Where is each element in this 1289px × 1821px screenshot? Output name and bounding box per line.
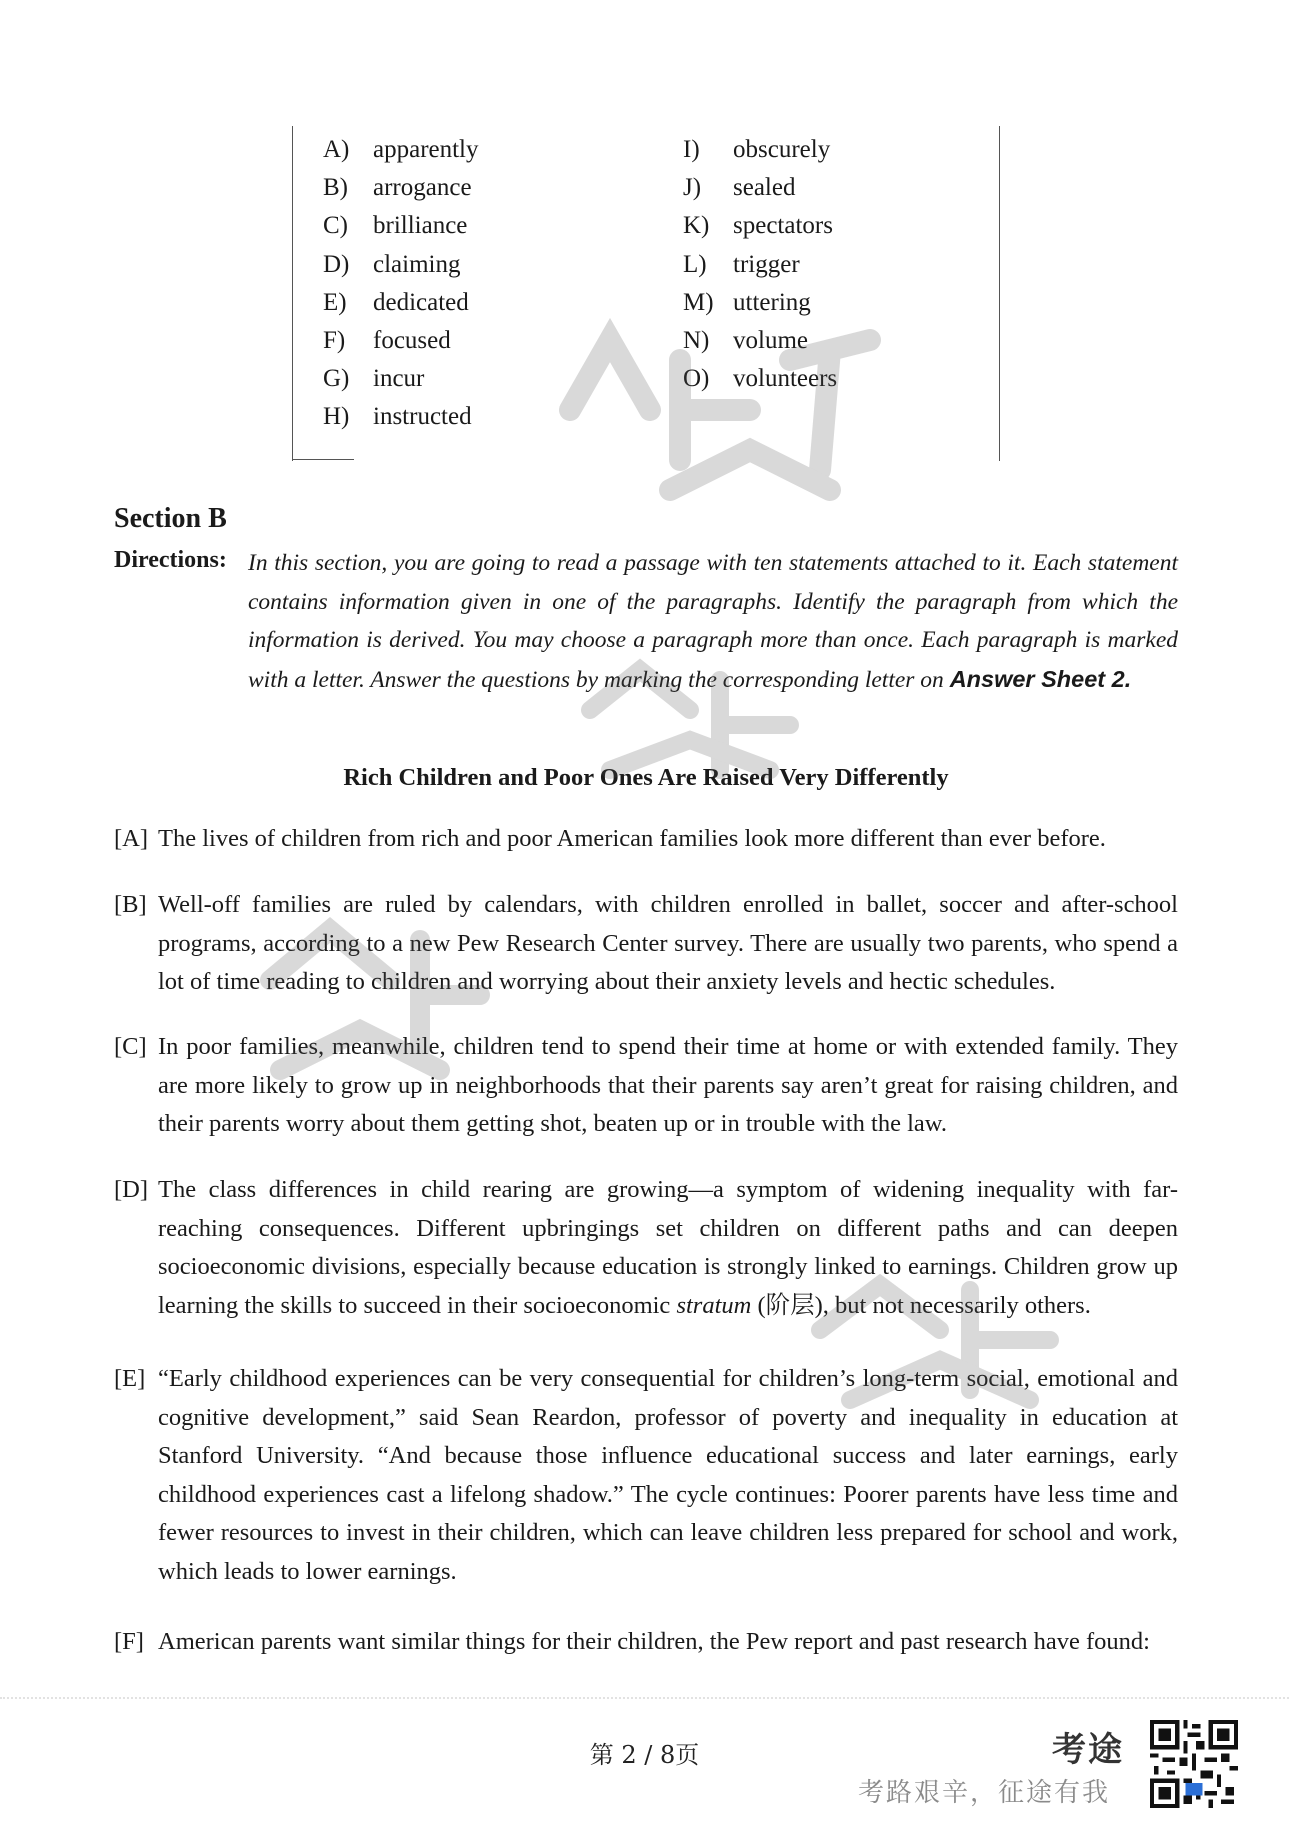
paragraph-a — [114, 820, 1178, 859]
italic-term: stratum — [676, 1291, 752, 1319]
paragraph-text: Well-off families are ruled by calendars, with children enrolled in ballet, soccer and after-school programs, according to a new Pew Research Center survey. There are usually two parents, who spend a lot of time reading to children and worrying about their anxiety levels and hectic schedules. — [158, 891, 1178, 995]
section-title: Section B — [114, 503, 227, 534]
word-bank-item: F) focused — [323, 326, 451, 354]
footer-divider — [0, 1697, 1289, 1699]
page-number: 第 2 / 8页 — [589, 1741, 700, 1769]
paragraph-label: [B] — [114, 891, 147, 918]
word-bank-item: O) volunteers — [683, 365, 838, 393]
word-bank-item: D) claiming — [323, 250, 461, 278]
watermark-logo — [550, 300, 970, 520]
paragraph-text: The lives of children from rich and poor American families look more different than ever before. — [158, 825, 1106, 852]
word-bank-left-column — [323, 136, 479, 442]
word-bank-item: I) obscurely — [683, 136, 831, 163]
word-bank-item: E) dedicated — [323, 288, 469, 316]
word-bank-corner-line — [292, 459, 354, 460]
paragraph-f — [114, 1623, 1178, 1662]
paragraph-text: American parents want similar things for their children, the Pew report and past research have found: — [158, 1628, 1150, 1655]
word-bank-item: M) uttering — [683, 288, 811, 316]
word-bank-item: K) spectators — [683, 212, 833, 240]
watermark-logo — [800, 1260, 1100, 1420]
watermark-logo — [570, 650, 830, 790]
answer-sheet-ref: Answer Sheet 2. — [949, 665, 1132, 692]
directions-text: In this section, you are going to read a passage with ten statements attached to it. Each statement contains information given in one of the paragraphs. Identify the paragraph from which the information is derived. You may choose a paragraph more than once. Each paragraph is marked with a letter. Answer the questions by marking the corresponding letter on Answer Sheet 2. — [248, 550, 1178, 693]
paragraph-label: [D] — [114, 1176, 149, 1203]
paragraph-text: In poor families, meanwhile, children tend to spend their time at home or with extended family. They are more likely to grow up in neighborhoods that their parents say aren’t great for raising children, and their parents worry about them getting shot, beaten up or in trouble with the law. — [158, 1033, 1178, 1137]
paragraph-label: [E] — [114, 1365, 146, 1392]
qr-code-icon — [1150, 1720, 1238, 1808]
word-bank-item: L) trigger — [683, 250, 800, 278]
word-bank-item: B) arrogance — [323, 174, 472, 202]
word-bank-item: N) volume — [683, 326, 808, 354]
word-bank-item: J) sealed — [683, 174, 796, 202]
paragraph-text: The class differences in child rearing are growing—a symptom of widening inequality with far-reaching consequences. Different upbringings set children on different paths and can deepen socioeconomic divisions, especially because education is strongly linked to earnings. Children grow up learning the skills to succeed in their socioeconomic stratum (阶层), but not necessarily others. — [158, 1176, 1178, 1319]
brand-logo-text: 考途 — [1052, 1730, 1124, 1770]
word-bank-item: H) instructed — [323, 403, 472, 431]
word-bank-item: C) brilliance — [323, 212, 468, 240]
paragraph-label: [A] — [114, 825, 149, 852]
word-bank-item: A) apparently — [323, 136, 479, 163]
brand-slogan: 考路艰辛，征途有我 — [858, 1778, 1111, 1808]
passage-title: Rich Children and Poor Ones Are Raised Very Differently — [343, 764, 949, 791]
paragraph-text: “Early childhood experiences can be very consequential for children’s long-term social, emotional and cognitive development,” said Sean Reardon, professor of poverty and inequality in education at Stanford University. “And because those influence educational success and later earnings, early childhood experiences cast a lifelong shadow.” The cycle continues: Poorer parents have less time and fewer resources to invest in their children, which can leave children less prepared for school and work, which leads to lower earnings. — [158, 1365, 1178, 1585]
word-bank-item: G) incur — [323, 365, 425, 393]
watermark-logo — [240, 900, 500, 1100]
directions-label: Directions: — [114, 547, 227, 573]
paragraph-label: [F] — [114, 1628, 144, 1655]
paragraph-label: [C] — [114, 1033, 147, 1060]
